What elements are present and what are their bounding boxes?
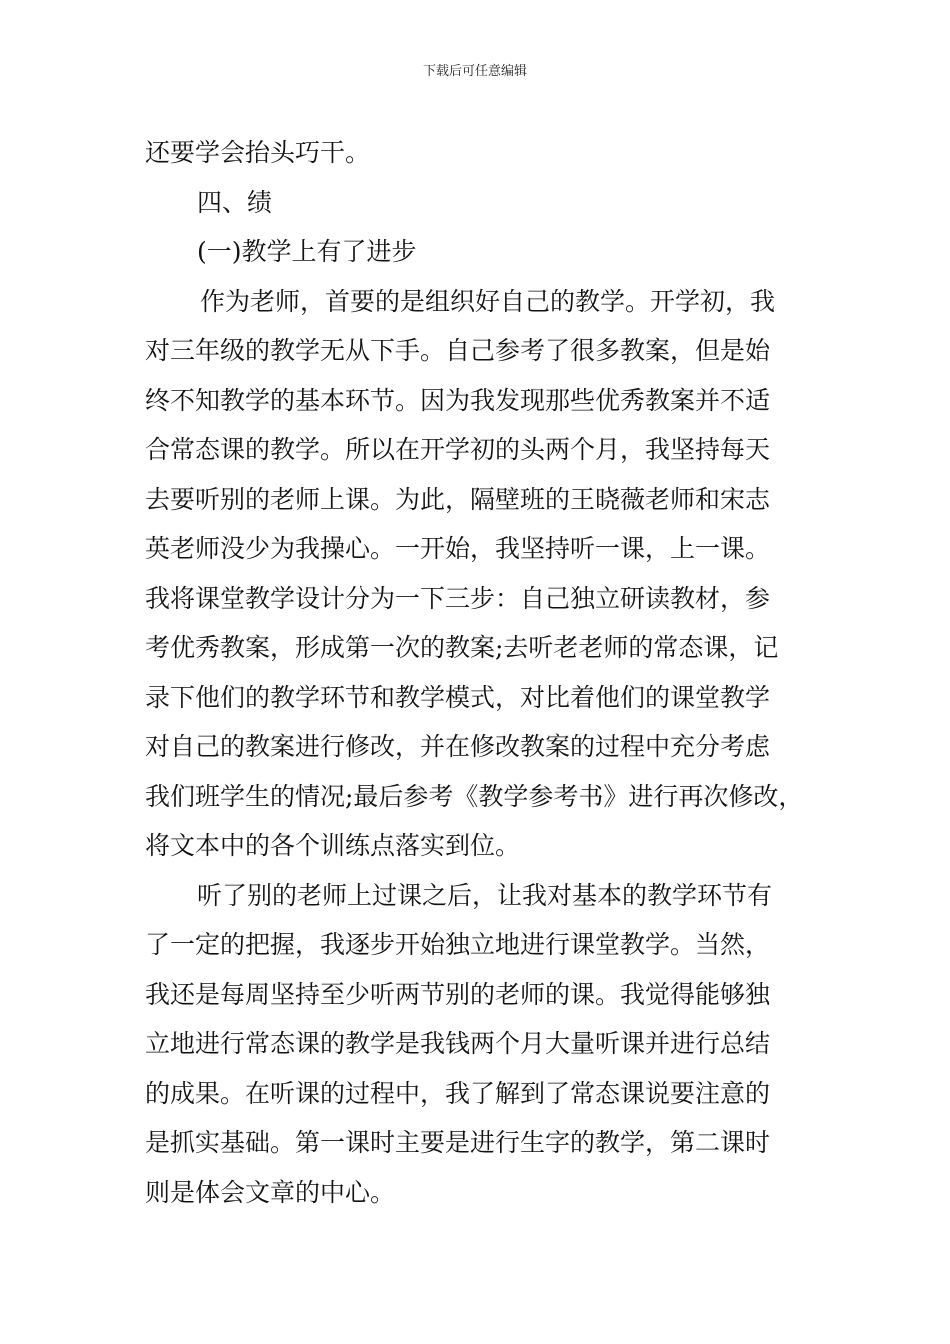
section-heading: 四、绩 xyxy=(197,187,273,217)
document-body xyxy=(145,128,810,1217)
text-line: 对三年级的教学无从下手。自己参考了很多教案，但是始 xyxy=(145,336,771,365)
text-line: 还要学会抬头巧干。 xyxy=(145,138,371,167)
paragraph-first-line: 作为老师，首要的是组织好自己的教学。开学初，我 xyxy=(200,286,776,316)
text-line: 英老师没少为我操心。一开始，我坚持听一课，上一课。 xyxy=(145,534,771,563)
text-line: 终不知教学的基本环节。因为我发现那些优秀教案并不适 xyxy=(145,385,771,415)
text-line: 立地进行常态课的教学是我钱两个月大量听课并进行总结 xyxy=(145,1029,771,1058)
page-header: 下载后可任意编辑 xyxy=(422,64,527,79)
text-line: 则是体会文章的中心。 xyxy=(145,1177,396,1207)
text-line: 是抓实基础。第一课时主要是进行生字的教学，第二课时 xyxy=(145,1128,771,1157)
text-line: 我还是每周坚持至少听两节别的老师的课。我觉得能够独 xyxy=(145,979,771,1009)
text-line: 考优秀教案，形成第一次的教案;去听老老师的常态课，记 xyxy=(145,633,779,662)
subsection-heading: (一)教学上有了进步 xyxy=(197,237,417,266)
text-line: 了一定的把握，我逐步开始独立地进行课堂教学。当然， xyxy=(145,930,771,959)
text-line: 对自己的教案进行修改，并在修改教案的过程中充分考虑 xyxy=(145,732,771,761)
text-line: 合常态课的教学。所以在开学初的头两个月，我坚持每天 xyxy=(145,435,771,464)
text-line: 的成果。在听课的过程中，我了解到了常态课说要注意的 xyxy=(145,1078,771,1108)
text-line: 我将课堂教学设计分为一下三步：自己独立研读教材，参 xyxy=(145,583,771,613)
text-line: 录下他们的教学环节和教学模式，对比着他们的课堂教学 xyxy=(145,682,771,712)
text-line: 去要听别的老师上课。为此，隔壁班的王晓薇老师和宋志 xyxy=(145,484,771,514)
paragraph-first-line: 听了别的老师上过课之后，让我对基本的教学环节有 xyxy=(197,880,773,910)
text-line: 我们班学生的情况;最后参考《教学参考书》进行再次修改， xyxy=(145,781,804,811)
text-line: 将文本中的各个训练点落实到位。 xyxy=(145,831,521,860)
